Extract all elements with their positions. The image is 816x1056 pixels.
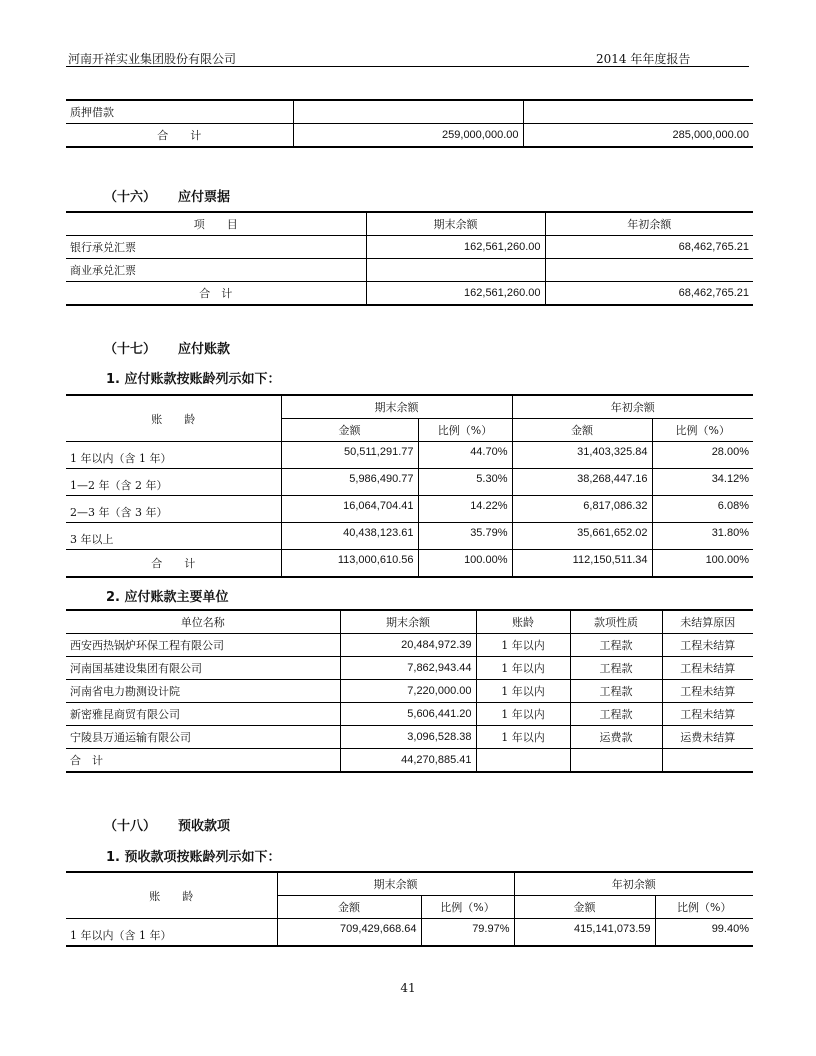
table-row bbox=[66, 496, 753, 523]
begin-ratio: 28.00% bbox=[652, 442, 753, 469]
age: 1 年以内 bbox=[476, 634, 570, 657]
advances-aging-table bbox=[66, 871, 753, 947]
reason: 工程未结算 bbox=[662, 703, 753, 726]
col-header-amount: 金额 bbox=[281, 419, 418, 442]
begin-amount: 38,268,447.16 bbox=[512, 469, 652, 496]
table-header-row bbox=[66, 212, 753, 236]
end-amount: 3,096,528.38 bbox=[340, 726, 476, 749]
notes-payable-table bbox=[66, 211, 753, 306]
table-row-total bbox=[66, 282, 753, 306]
nature: 工程款 bbox=[570, 680, 662, 703]
unit-name: 河南国基建设集团有限公司 bbox=[66, 657, 340, 680]
age bbox=[476, 749, 570, 773]
page-number: 41 bbox=[400, 981, 416, 995]
begin-balance: 68,462,765.21 bbox=[545, 236, 753, 259]
col-header-amount: 金额 bbox=[277, 896, 421, 919]
row-label: 商业承兑汇票 bbox=[66, 259, 366, 282]
table-row bbox=[66, 703, 753, 726]
begin-balance: 68,462,765.21 bbox=[678, 287, 749, 299]
reason: 工程未结算 bbox=[662, 634, 753, 657]
section-16-heading bbox=[104, 186, 230, 205]
table-row bbox=[66, 236, 753, 259]
col-header-item: 项 目 bbox=[66, 212, 366, 236]
unit-name: 新密雅昆商贸有限公司 bbox=[66, 703, 340, 726]
col-header-age: 账 龄 bbox=[66, 872, 277, 919]
end-balance: 259,000,000.00 bbox=[293, 124, 523, 148]
row-label: 合 计 bbox=[66, 124, 293, 148]
table-row bbox=[66, 469, 753, 496]
age-label: 1 年以内（含 1 年） bbox=[66, 442, 281, 469]
section-18-sub1: 1. 预收款项按账龄列示如下： bbox=[106, 850, 281, 865]
end-balance: 162,561,260.00 bbox=[366, 236, 545, 259]
col-header-ratio: 比例（%） bbox=[655, 896, 753, 919]
table-row bbox=[66, 657, 753, 680]
begin-ratio: 100.00% bbox=[705, 554, 749, 566]
row-label: 合 计 bbox=[66, 282, 366, 306]
col-header-begin: 年初余额 bbox=[512, 395, 753, 419]
section-number: （十六） bbox=[104, 190, 157, 205]
unit-name: 合 计 bbox=[66, 749, 340, 773]
begin-ratio: 34.12% bbox=[652, 469, 753, 496]
begin-balance: 285,000,000.00 bbox=[672, 129, 749, 141]
reason: 工程未结算 bbox=[662, 680, 753, 703]
end-amount: 709,429,668.64 bbox=[277, 919, 421, 947]
end-amount: 44,270,885.41 bbox=[340, 749, 476, 773]
begin-ratio: 31.80% bbox=[652, 523, 753, 550]
table-row bbox=[66, 259, 753, 282]
unit-name: 河南省电力勘测设计院 bbox=[66, 680, 340, 703]
end-amount: 16,064,704.41 bbox=[281, 496, 418, 523]
col-header-amount: 金额 bbox=[512, 419, 652, 442]
reason bbox=[662, 749, 753, 773]
table-header-row bbox=[66, 395, 753, 419]
section-number: （十七） bbox=[104, 342, 157, 357]
col-header-end: 期末余额 bbox=[340, 610, 476, 634]
col-header-nature: 款项性质 bbox=[570, 610, 662, 634]
begin-amount: 6,817,086.32 bbox=[512, 496, 652, 523]
col-header-reason: 未结算原因 bbox=[662, 610, 753, 634]
end-ratio: 44.70% bbox=[418, 442, 512, 469]
age: 1 年以内 bbox=[476, 680, 570, 703]
payables-aging-table bbox=[66, 394, 753, 578]
table-row bbox=[66, 442, 753, 469]
nature: 运费款 bbox=[570, 726, 662, 749]
section-title: 应付票据 bbox=[178, 190, 231, 205]
section-17-sub1: 1. 应付账款按账龄列示如下： bbox=[106, 372, 281, 387]
age-label: 1—2 年（含 2 年） bbox=[66, 469, 281, 496]
end-amount: 5,986,490.77 bbox=[281, 469, 418, 496]
table-header-row bbox=[66, 610, 753, 634]
nature bbox=[570, 749, 662, 773]
payables-major-units-table bbox=[66, 609, 753, 773]
begin-ratio: 99.40% bbox=[711, 923, 749, 935]
col-header-end: 期末余额 bbox=[281, 395, 512, 419]
table-row bbox=[66, 726, 753, 749]
row-label: 银行承兑汇票 bbox=[66, 236, 366, 259]
end-ratio: 5.30% bbox=[418, 469, 512, 496]
unit-name: 宁陵县万通运输有限公司 bbox=[66, 726, 340, 749]
reason: 工程未结算 bbox=[662, 657, 753, 680]
col-header-begin: 年初余额 bbox=[514, 872, 753, 896]
begin-ratio: 6.08% bbox=[652, 496, 753, 523]
pledge-loan-table bbox=[66, 99, 753, 148]
end-amount: 20,484,972.39 bbox=[340, 634, 476, 657]
table-row-total bbox=[66, 550, 753, 578]
col-header-age: 账 龄 bbox=[66, 395, 281, 442]
header-company: 河南开祥实业集团股份有限公司 bbox=[68, 52, 237, 66]
end-amount: 7,220,000.00 bbox=[340, 680, 476, 703]
nature: 工程款 bbox=[570, 657, 662, 680]
nature: 工程款 bbox=[570, 703, 662, 726]
header-rule bbox=[66, 66, 749, 67]
table-row bbox=[66, 919, 753, 947]
table-header-row bbox=[66, 872, 753, 896]
col-header-unit: 单位名称 bbox=[66, 610, 340, 634]
col-header-ratio: 比例（%） bbox=[421, 896, 514, 919]
age-label: 1 年以内（含 1 年） bbox=[66, 919, 277, 947]
header-report-title: 2014 年年度报告 bbox=[596, 52, 691, 66]
age: 1 年以内 bbox=[476, 726, 570, 749]
end-balance: 162,561,260.00 bbox=[366, 282, 545, 306]
reason: 运费未结算 bbox=[662, 726, 753, 749]
row-label: 质押借款 bbox=[66, 100, 293, 124]
table-row-total bbox=[66, 749, 753, 773]
end-ratio: 35.79% bbox=[418, 523, 512, 550]
section-title: 应付账款 bbox=[178, 342, 231, 357]
end-amount: 40,438,123.61 bbox=[281, 523, 418, 550]
col-header-end: 期末余额 bbox=[277, 872, 514, 896]
begin-amount: 31,403,325.84 bbox=[512, 442, 652, 469]
age-label: 2—3 年（含 3 年） bbox=[66, 496, 281, 523]
table-row bbox=[66, 680, 753, 703]
age: 1 年以内 bbox=[476, 703, 570, 726]
begin-balance bbox=[523, 100, 753, 124]
begin-amount: 415,141,073.59 bbox=[514, 919, 655, 947]
unit-name: 西安西热锅炉环保工程有限公司 bbox=[66, 634, 340, 657]
section-17-sub2: 2. 应付账款主要单位 bbox=[106, 590, 229, 605]
age-label: 合 计 bbox=[66, 550, 281, 578]
col-header-begin: 年初余额 bbox=[545, 212, 753, 236]
end-ratio: 100.00% bbox=[418, 550, 512, 578]
col-header-end: 期末余额 bbox=[366, 212, 545, 236]
col-header-ratio: 比例（%） bbox=[652, 419, 753, 442]
table-row bbox=[66, 634, 753, 657]
end-amount: 50,511,291.77 bbox=[281, 442, 418, 469]
end-balance bbox=[366, 259, 545, 282]
table-row-total bbox=[66, 124, 753, 148]
begin-amount: 35,661,652.02 bbox=[512, 523, 652, 550]
end-amount: 113,000,610.56 bbox=[281, 550, 418, 578]
nature: 工程款 bbox=[570, 634, 662, 657]
table-row bbox=[66, 523, 753, 550]
section-number: （十八） bbox=[104, 819, 157, 834]
col-header-amount: 金额 bbox=[514, 896, 655, 919]
table-row bbox=[66, 100, 753, 124]
end-ratio: 14.22% bbox=[418, 496, 512, 523]
section-17-heading bbox=[104, 338, 230, 357]
begin-amount: 112,150,511.34 bbox=[512, 550, 652, 578]
col-header-age: 账龄 bbox=[476, 610, 570, 634]
age: 1 年以内 bbox=[476, 657, 570, 680]
section-18-heading bbox=[104, 815, 230, 834]
section-title: 预收款项 bbox=[178, 819, 231, 834]
end-balance bbox=[293, 100, 523, 124]
begin-balance bbox=[545, 259, 753, 282]
col-header-ratio: 比例（%） bbox=[418, 419, 512, 442]
age-label: 3 年以上 bbox=[66, 523, 281, 550]
end-amount: 5,606,441.20 bbox=[340, 703, 476, 726]
end-amount: 7,862,943.44 bbox=[340, 657, 476, 680]
end-ratio: 79.97% bbox=[421, 919, 514, 947]
